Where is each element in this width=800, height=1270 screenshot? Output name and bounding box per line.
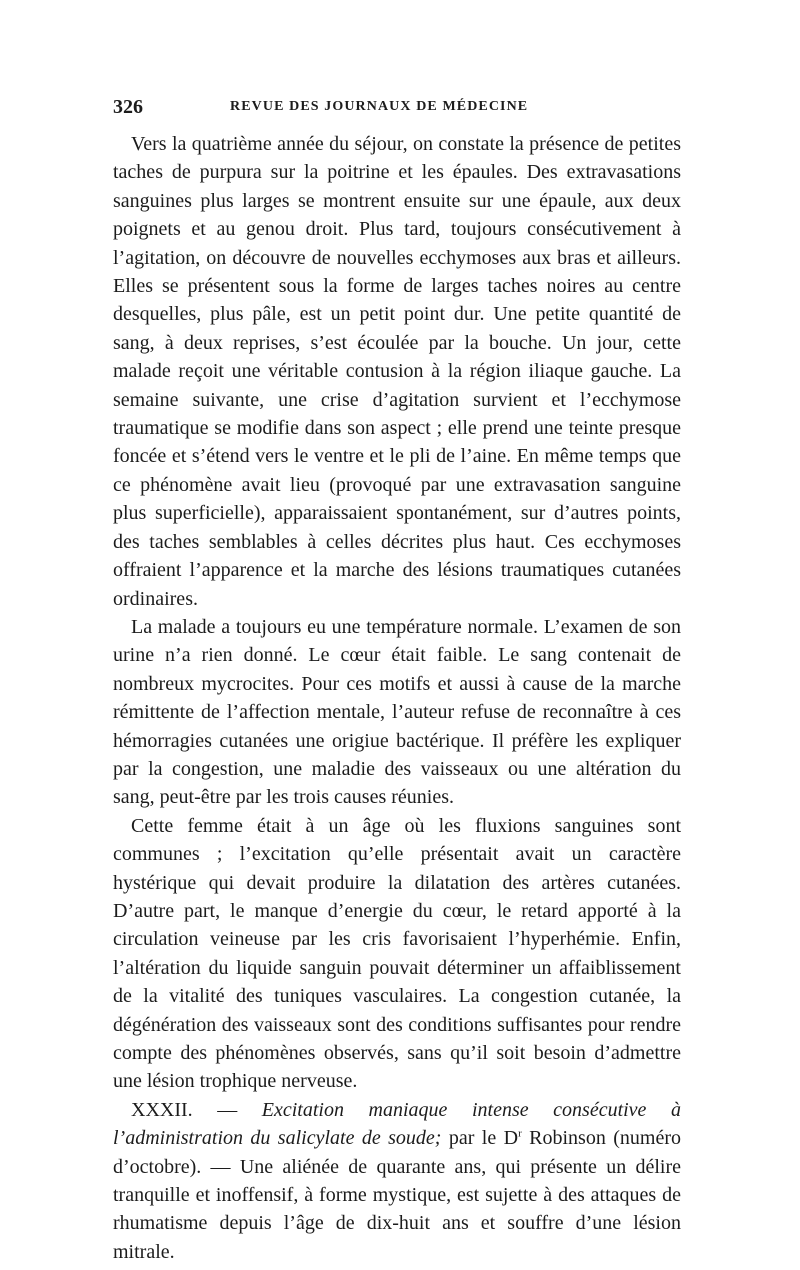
doctor-superscript: r — [518, 1127, 522, 1140]
paragraph-2: La malade a toujours eu une température normale. L’examen de son urine n’a rien donné. Le cœur était faible. Le sang contenait de nombreux mycrocites. Pour ces motifs et aussi à cause de la marche rémittente de l’affection mentale, l’auteur refuse de reconnaître à ces hémorragies cutanées une origiue bactérique. Il préfère les expliquer par la congestion, une maladie des vaisseaux ou une altération du sang, peut-être par les trois causes réunies. — [113, 615, 681, 809]
section-author-prefix: par le D — [441, 1127, 519, 1150]
paragraph-4 — [113, 1096, 681, 1266]
section-text: Robinson (numéro d’octobre). — Une aliénée de quarante ans, qui présente un délire tranquille et inoffensif, à forme mystique, est sujette à des attaques de rhumatisme depuis l’âge de dix-huit ans et souffre d’une lésion mitrale. — [113, 1127, 681, 1263]
section-title: Excitation maniaque intense consécutive à l’administration du salicylate de soude; — [113, 1098, 681, 1150]
page-header — [113, 92, 681, 122]
paragraph-1: Vers la quatrième année du séjour, on constate la présence de petites taches de purpura sur la poitrine et les épaules. Des extravasations sanguines plus larges se montrent ensuite sur une épaule, aux deux poignets et au genou droit. Plus tard, toujours consécutivement à l’agitation, on découvre de nouvelles ecchymoses aux bras et ailleurs. Elles se présentent sous la forme de larges taches noires au centre desquelles, plus pâle, est un petit point dur. Une petite quantité de sang, à deux reprises, s’est écoulée par la bouche. Un jour, cette malade reçoit une véritable contusion à la région iliaque gauche. La semaine suivante, une crise d’agitation survient et l’ecchymose traumatique se modifie dans son aspect ; elle prend une teinte presque foncée et s’étend vers le ventre et le pli de l’aine. En même temps que ce phénomène avait lieu (provoqué par une extravasation sanguine plus superficielle), apparaissaient spontanément, sur d’autres points, des taches semblables à celles décrites plus haut. Ces ecchymoses offraient l’apparence et la marche des lésions traumatiques cutanées ordinaires. — [113, 133, 681, 610]
body-text — [113, 130, 681, 1266]
running-head: REVUE DES JOURNAUX DE MÉDECINE — [230, 99, 529, 114]
paragraph-3: Cette femme était à un âge où les fluxions sanguines sont communes ; l’excitation qu’elle présentait avait un caractère hystérique qui devait produire la dilatation des artères cutanées. D’autre part, le manque d’energie du cœur, le retard apporté à la circulation veineuse par les cris favorisaient l’hyperhémie. Enfin, l’altération du liquide sanguin pouvait déterminer un affaiblissement de la vitalité des tuniques vasculaires. La congestion cutanée, la dégénération des vaisseaux sont des conditions suffisantes pour rendre compte des phénomènes observés, sans qu’il soit besoin d’admettre une lésion trophique nerveuse. — [113, 814, 681, 1093]
section-dash: — — [192, 1098, 262, 1121]
section-numeral: XXXII. — [131, 1098, 193, 1121]
page-number: 326 — [113, 96, 143, 118]
document-page — [113, 92, 681, 1266]
